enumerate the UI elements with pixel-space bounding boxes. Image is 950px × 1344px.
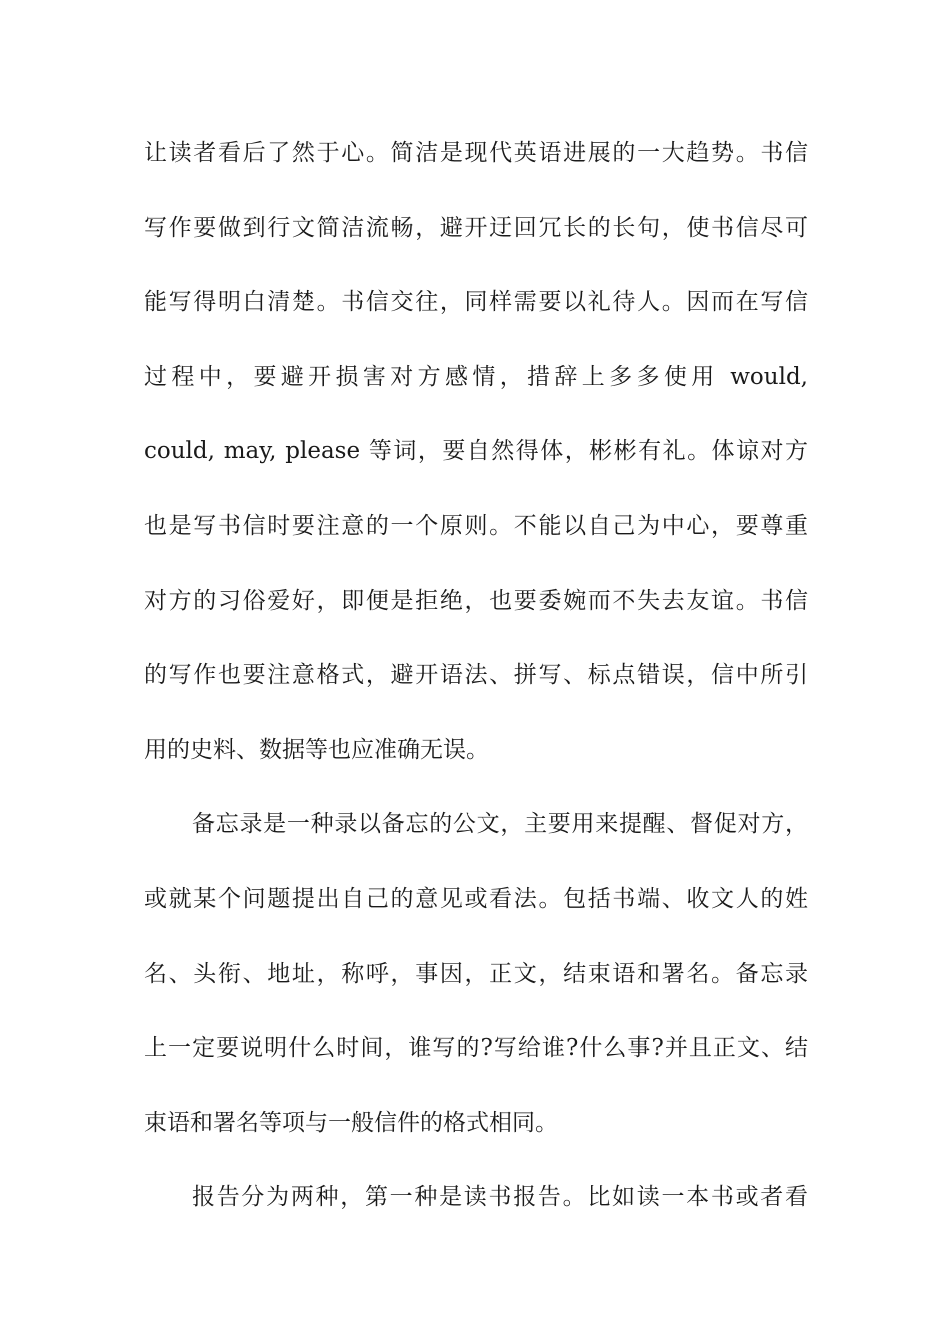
text-line: 也是写书信时要注意的一个原则。不能以自己为中心，要尊重 [144,512,808,539]
text-line: 束语和署名等项与一般信件的格式相同。 [144,1109,558,1136]
body-text [144,128,808,1247]
text-line: could, may, please 等词，要自然得体，彬彬有礼。体谅对方 [144,438,808,465]
text-line: 写作要做到行文简洁流畅，避开迂回冗长的长句，使书信尽可 [144,214,808,241]
text-line: 上一定要说明什么时间，谁写的?写给谁?什么事?并且正文、结 [144,1035,808,1062]
text-line: 备忘录是一种录以备忘的公文，主要用来提醒、督促对方， [192,811,808,838]
text-line: 或就某个问题提出自己的意见或看法。包括书端、收文人的姓 [144,885,808,912]
text-line: 用的史料、数据等也应准确无误。 [144,736,489,763]
text-line: 报告分为两种，第一种是读书报告。比如读一本书或者看 [192,1184,808,1211]
text-line: 让读者看后了然于心。简洁是现代英语进展的一大趋势。书信 [144,140,808,166]
text-line: 对方的习俗爱好，即便是拒绝，也要委婉而不失去友谊。书信 [144,587,808,614]
text-line: 能写得明白清楚。书信交往，同样需要以礼待人。因而在写信 [144,289,808,316]
paragraph-report [144,1172,808,1247]
paragraph-letter-writing [144,128,808,799]
text-line: 的写作也要注意格式，避开语法、拼写、标点错误，信中所引 [144,662,808,689]
paragraph-memo [144,799,808,1172]
text-line: 过程中，要避开损害对方感情，措辞上多多使用 would, [144,363,808,390]
text-line: 名、头衔、地址，称呼，事因，正文，结束语和署名。备忘录 [144,960,808,987]
